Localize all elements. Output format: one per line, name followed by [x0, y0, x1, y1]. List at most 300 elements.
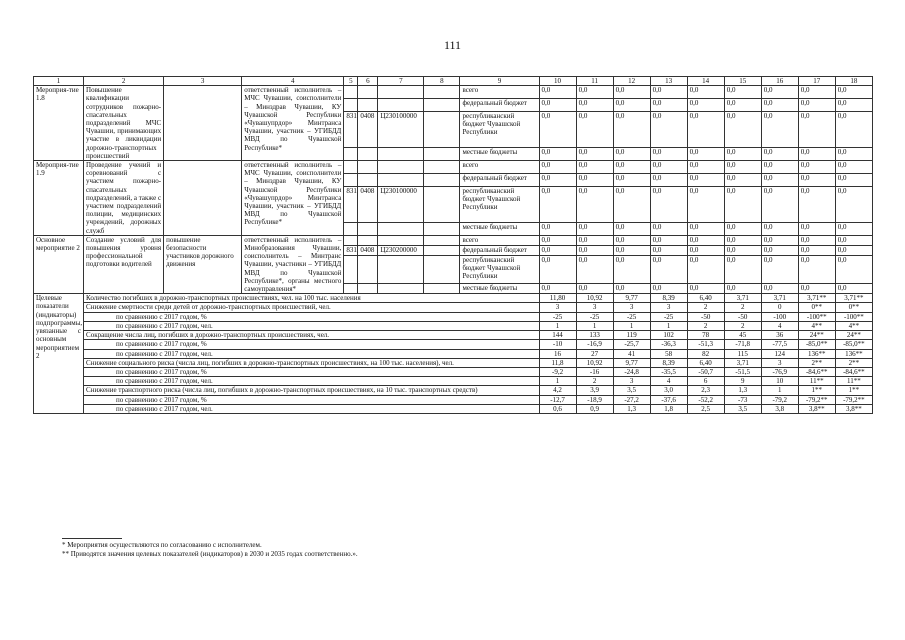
- indicator-value: 0: [761, 303, 798, 312]
- value-cell: 0,0: [539, 112, 576, 148]
- value-cell: 0,0: [539, 256, 576, 284]
- indicator-value: 2**: [835, 358, 872, 367]
- code-grbs: 831: [344, 245, 358, 255]
- indicator-value: 78: [687, 331, 724, 340]
- value-cell: 0,0: [539, 222, 576, 235]
- value-cell: 0,0: [798, 186, 835, 222]
- header-cell: 9: [460, 77, 539, 86]
- indicator-name: по сравнению с 2017 годом, %: [84, 367, 539, 376]
- indicator-value: 3,8**: [798, 404, 835, 413]
- code-grbs: [344, 86, 358, 99]
- page-number: 111: [443, 38, 462, 52]
- indicator-value: -79,2**: [798, 395, 835, 404]
- indicator-value: -100: [761, 312, 798, 321]
- indicator-value: -76,9: [761, 367, 798, 376]
- code-section: [358, 86, 378, 99]
- value-cell: 0,0: [835, 256, 872, 284]
- code-target: [378, 86, 424, 99]
- value-cell: 0,0: [687, 112, 724, 148]
- code-section: 0408: [358, 112, 378, 148]
- value-cell: 0,0: [724, 186, 761, 222]
- header-cell: 14: [687, 77, 724, 86]
- value-cell: 0,0: [576, 173, 613, 186]
- value-cell: 0,0: [798, 86, 835, 99]
- table-row: [34, 161, 873, 174]
- value-cell: 0,0: [687, 245, 724, 255]
- indicator-value: 2: [687, 321, 724, 330]
- value-cell: 0,0: [761, 222, 798, 235]
- value-cell: 0,0: [539, 235, 576, 245]
- value-cell: 0,0: [724, 99, 761, 112]
- value-cell: 0,0: [613, 186, 650, 222]
- code-type: [424, 148, 460, 161]
- value-cell: 0,0: [613, 161, 650, 174]
- value-cell: 0,0: [613, 173, 650, 186]
- value-cell: 0,0: [687, 86, 724, 99]
- indicators-label: Целевые показатели (индикаторы) подпрограммы, увязанные с основным мероприятием 2: [34, 294, 84, 414]
- value-cell: 0,0: [539, 173, 576, 186]
- indicator-value: -9,2: [539, 367, 576, 376]
- event-goal: [164, 86, 242, 161]
- indicator-value: 3: [613, 303, 650, 312]
- indicator-value: 2,3: [687, 386, 724, 395]
- indicator-value: 3,8: [761, 404, 798, 413]
- indicator-value: 24**: [798, 331, 835, 340]
- indicator-value: 2**: [798, 358, 835, 367]
- value-cell: 0,0: [798, 112, 835, 148]
- value-cell: 0,0: [835, 173, 872, 186]
- indicator-name: Количество погибших в дорожно-транспортных происшествиях, чел. на 100 тыс. населения: [84, 294, 539, 303]
- value-cell: 0,0: [724, 173, 761, 186]
- code-grbs: [344, 284, 358, 294]
- indicator-value: 3: [539, 303, 576, 312]
- code-section: [358, 148, 378, 161]
- indicator-name: Снижение смертности среди детей от дорожно-транспортных происшествий, чел.: [84, 303, 539, 312]
- value-cell: 0,0: [835, 161, 872, 174]
- indicator-value: 124: [761, 349, 798, 358]
- code-section: 0408: [358, 186, 378, 222]
- code-target: Ц230100000: [378, 186, 424, 222]
- indicator-value: 10,92: [576, 294, 613, 303]
- funding-source: республиканский бюджет Чувашской Республики: [460, 256, 539, 284]
- value-cell: 0,0: [576, 222, 613, 235]
- value-cell: 0,0: [687, 222, 724, 235]
- value-cell: 0,0: [724, 284, 761, 294]
- event-description: Создание условий для повышения уровня профессиональной подготовки водителей: [84, 235, 164, 293]
- value-cell: 0,0: [798, 245, 835, 255]
- indicator-value: 1,3: [613, 404, 650, 413]
- indicator-value: -50: [724, 312, 761, 321]
- indicator-value: -84,6**: [835, 367, 872, 376]
- code-target: [378, 222, 424, 235]
- indicator-value: -25: [576, 312, 613, 321]
- value-cell: 0,0: [650, 161, 687, 174]
- indicator-row: [34, 321, 873, 330]
- value-cell: 0,0: [613, 284, 650, 294]
- value-cell: 0,0: [724, 245, 761, 255]
- code-section: [358, 256, 378, 284]
- code-type: [424, 245, 460, 255]
- value-cell: 0,0: [576, 112, 613, 148]
- indicator-value: 11,8: [539, 358, 576, 367]
- value-cell: 0,0: [798, 256, 835, 284]
- indicator-value: 4: [761, 321, 798, 330]
- indicator-value: 1**: [835, 386, 872, 395]
- indicator-value: 2: [724, 321, 761, 330]
- indicator-row: [34, 331, 873, 340]
- indicator-value: 9,77: [613, 358, 650, 367]
- footnote-1: * Мероприятия осуществляются по согласованию с исполнителем.: [62, 541, 262, 549]
- indicator-row: [34, 340, 873, 349]
- indicator-value: 82: [687, 349, 724, 358]
- value-cell: 0,0: [835, 112, 872, 148]
- footnote-2: ** Приводятся значения целевых показателей (индикаторов) в 2030 и 2035 годах соответственно.».: [62, 550, 358, 558]
- value-cell: 0,0: [724, 256, 761, 284]
- indicator-name: по сравнению с 2017 годом, чел.: [84, 349, 539, 358]
- code-target: [378, 161, 424, 174]
- indicator-value: -79,2**: [835, 395, 872, 404]
- indicator-value: 3,71**: [835, 294, 872, 303]
- code-type: [424, 112, 460, 148]
- indicator-value: 45: [724, 331, 761, 340]
- indicator-row: [34, 358, 873, 367]
- code-target: [378, 173, 424, 186]
- code-section: 0408: [358, 245, 378, 255]
- value-cell: 0,0: [835, 245, 872, 255]
- indicator-value: 3,71: [724, 358, 761, 367]
- indicator-value: -50,7: [687, 367, 724, 376]
- funding-source: федеральный бюджет: [460, 99, 539, 112]
- indicator-value: 3,5: [613, 386, 650, 395]
- funding-source: республиканский бюджет Чувашской Республики: [460, 112, 539, 148]
- indicator-name: по сравнению с 2017 годом, чел.: [84, 377, 539, 386]
- indicator-name: Снижение транспортного риска (числа лиц, погибших в дорожно-транспортных происшествиях, на 10 тыс. транспортных средств): [84, 386, 539, 395]
- indicator-value: 41: [613, 349, 650, 358]
- header-cell: 17: [798, 77, 835, 86]
- footnote-separator: [62, 538, 122, 539]
- indicator-value: 3: [576, 303, 613, 312]
- indicator-value: 11**: [798, 377, 835, 386]
- value-cell: 0,0: [761, 112, 798, 148]
- value-cell: 0,0: [576, 148, 613, 161]
- header-cell: 18: [835, 77, 872, 86]
- indicator-value: -10: [539, 340, 576, 349]
- code-grbs: [344, 148, 358, 161]
- indicator-value: 0**: [798, 303, 835, 312]
- value-cell: 0,0: [539, 148, 576, 161]
- value-cell: 0,0: [650, 235, 687, 245]
- value-cell: 0,0: [650, 245, 687, 255]
- event-description: Повышение квалификации сотрудников пожарно-спасательных подразделений МЧС Чувашии, принимающих участие в ликвидации дорожно-транспортных происшествий: [84, 86, 164, 161]
- indicator-value: -84,6**: [798, 367, 835, 376]
- code-grbs: 831: [344, 112, 358, 148]
- value-cell: 0,0: [613, 235, 650, 245]
- value-cell: 0,0: [687, 235, 724, 245]
- event-goal: повышение безопасности участников дорожного движения: [164, 235, 242, 293]
- indicator-value: -100**: [798, 312, 835, 321]
- event-name: Мероприя-тие 1.8: [34, 86, 84, 161]
- header-cell: 15: [724, 77, 761, 86]
- value-cell: 0,0: [835, 86, 872, 99]
- value-cell: 0,0: [539, 99, 576, 112]
- value-cell: 0,0: [650, 256, 687, 284]
- event-name: Мероприя-тие 1.9: [34, 161, 84, 236]
- indicator-name: по сравнению с 2017 годом, чел.: [84, 321, 539, 330]
- value-cell: 0,0: [576, 235, 613, 245]
- value-cell: 0,0: [798, 222, 835, 235]
- indicator-value: -25,7: [613, 340, 650, 349]
- value-cell: 0,0: [687, 256, 724, 284]
- value-cell: 0,0: [539, 86, 576, 99]
- indicator-value: -85,0**: [798, 340, 835, 349]
- indicator-value: -25: [539, 312, 576, 321]
- indicator-value: 3,71: [724, 294, 761, 303]
- indicator-value: 3,9: [576, 386, 613, 395]
- event-executors: ответственный исполнитель – МЧС Чувашии, соисполнители – Минздрав Чувашии, КУ Чувашской Республики «Чувашупрдор» Минтранса Чувашии, участник – УГИБДД МВД по Чувашской Республике*: [242, 161, 344, 236]
- code-section: [358, 284, 378, 294]
- value-cell: 0,0: [650, 222, 687, 235]
- code-grbs: [344, 161, 358, 174]
- indicator-value: 9: [724, 377, 761, 386]
- indicator-value: 11,80: [539, 294, 576, 303]
- indicator-row: [34, 294, 873, 303]
- indicator-value: 4: [650, 377, 687, 386]
- value-cell: 0,0: [798, 161, 835, 174]
- value-cell: 0,0: [835, 222, 872, 235]
- indicator-value: 2: [576, 377, 613, 386]
- indicator-value: -51,3: [687, 340, 724, 349]
- event-executors: ответственный исполнитель – МЧС Чувашии, соисполнители – Минздрав Чувашии, КУ Чувашской Республики «Чувашупрдор» Минтранса Чувашии, участник – УГИБДД МВД по Чувашской Республике*: [242, 86, 344, 161]
- code-type: [424, 173, 460, 186]
- indicator-value: -37,6: [650, 395, 687, 404]
- value-cell: 0,0: [539, 284, 576, 294]
- value-cell: 0,0: [613, 112, 650, 148]
- value-cell: 0,0: [576, 186, 613, 222]
- value-cell: 0,0: [650, 148, 687, 161]
- code-grbs: [344, 222, 358, 235]
- indicator-value: 58: [650, 349, 687, 358]
- table-row: [34, 86, 873, 99]
- indicator-value: 3: [650, 303, 687, 312]
- indicator-value: 16: [539, 349, 576, 358]
- value-cell: 0,0: [539, 161, 576, 174]
- code-target: [378, 284, 424, 294]
- indicator-value: 144: [539, 331, 576, 340]
- value-cell: 0,0: [724, 235, 761, 245]
- indicator-name: по сравнению с 2017 годом, %: [84, 395, 539, 404]
- indicator-value: -25: [650, 312, 687, 321]
- indicator-value: -27,2: [613, 395, 650, 404]
- value-cell: 0,0: [650, 112, 687, 148]
- value-cell: 0,0: [761, 256, 798, 284]
- funding-source: местные бюджеты: [460, 284, 539, 294]
- value-cell: 0,0: [613, 222, 650, 235]
- code-section: [358, 222, 378, 235]
- value-cell: 0,0: [687, 186, 724, 222]
- code-type: [424, 99, 460, 112]
- indicator-value: 0**: [835, 303, 872, 312]
- value-cell: 0,0: [687, 173, 724, 186]
- funding-source: всего: [460, 86, 539, 99]
- indicator-value: 9,77: [613, 294, 650, 303]
- value-cell: 0,0: [576, 86, 613, 99]
- indicator-value: -24,8: [613, 367, 650, 376]
- value-cell: 0,0: [798, 173, 835, 186]
- value-cell: 0,0: [687, 99, 724, 112]
- indicator-value: -71,8: [724, 340, 761, 349]
- indicator-value: 119: [613, 331, 650, 340]
- value-cell: 0,0: [761, 284, 798, 294]
- indicator-value: 1: [539, 321, 576, 330]
- indicator-value: -36,3: [650, 340, 687, 349]
- header-cell: 3: [164, 77, 242, 86]
- indicator-value: 8,39: [650, 358, 687, 367]
- indicator-value: 102: [650, 331, 687, 340]
- code-section: [358, 235, 378, 245]
- indicator-row: [34, 367, 873, 376]
- value-cell: 0,0: [687, 148, 724, 161]
- indicator-value: 10,92: [576, 358, 613, 367]
- value-cell: 0,0: [687, 284, 724, 294]
- value-cell: 0,0: [650, 284, 687, 294]
- indicator-value: -73: [724, 395, 761, 404]
- indicator-value: 2: [724, 303, 761, 312]
- indicator-value: 0,9: [576, 404, 613, 413]
- indicator-value: 1,8: [650, 404, 687, 413]
- value-cell: 0,0: [798, 148, 835, 161]
- header-cell: 12: [613, 77, 650, 86]
- value-cell: 0,0: [724, 222, 761, 235]
- value-cell: 0,0: [613, 86, 650, 99]
- value-cell: 0,0: [798, 284, 835, 294]
- value-cell: 0,0: [798, 99, 835, 112]
- indicator-value: 1: [613, 321, 650, 330]
- value-cell: 0,0: [576, 284, 613, 294]
- indicator-row: [34, 349, 873, 358]
- code-section: [358, 161, 378, 174]
- value-cell: 0,0: [761, 235, 798, 245]
- value-cell: 0,0: [576, 245, 613, 255]
- code-section: [358, 173, 378, 186]
- indicator-value: 0,6: [539, 404, 576, 413]
- indicator-value: -16,9: [576, 340, 613, 349]
- value-cell: 0,0: [835, 235, 872, 245]
- header-cell: 8: [424, 77, 460, 86]
- indicator-row: [34, 303, 873, 312]
- value-cell: 0,0: [761, 86, 798, 99]
- value-cell: 0,0: [761, 148, 798, 161]
- header-cell: 2: [84, 77, 164, 86]
- event-executors: ответственный исполнитель – Минобразования Чувашии, соисполнитель – Минтранс Чувашии, участники – УГИБДД МВД по Чувашской Республике*, органы местного самоуправления*: [242, 235, 344, 293]
- indicator-value: 3,0: [650, 386, 687, 395]
- indicator-value: 3,8**: [835, 404, 872, 413]
- funding-source: республиканский бюджет Чувашской Республики: [460, 186, 539, 222]
- indicator-value: 1,3: [724, 386, 761, 395]
- indicator-name: Снижение социального риска (числа лиц, погибших в дорожно-транспортных происшествиях, на 100 тыс. населения), чел.: [84, 358, 539, 367]
- indicator-name: Сокращение числа лиц, погибших в дорожно-транспортных происшествиях, чел.: [84, 331, 539, 340]
- value-cell: 0,0: [761, 173, 798, 186]
- value-cell: 0,0: [835, 99, 872, 112]
- indicator-row: [34, 395, 873, 404]
- indicator-value: 27: [576, 349, 613, 358]
- indicator-value: 136**: [798, 349, 835, 358]
- code-grbs: [344, 235, 358, 245]
- indicator-value: 1: [576, 321, 613, 330]
- indicator-row: [34, 386, 873, 395]
- code-target: [378, 99, 424, 112]
- value-cell: 0,0: [724, 112, 761, 148]
- value-cell: 0,0: [650, 86, 687, 99]
- code-target: Ц230200000: [378, 245, 424, 255]
- indicator-value: 3: [761, 358, 798, 367]
- header-cell: 11: [576, 77, 613, 86]
- funding-source: всего: [460, 235, 539, 245]
- value-cell: 0,0: [835, 148, 872, 161]
- indicator-value: 3,5: [724, 404, 761, 413]
- indicator-value: 1: [539, 377, 576, 386]
- event-name: Основное мероприятие 2: [34, 235, 84, 293]
- value-cell: 0,0: [687, 161, 724, 174]
- code-type: [424, 86, 460, 99]
- indicator-value: -52,2: [687, 395, 724, 404]
- value-cell: 0,0: [576, 161, 613, 174]
- indicator-value: -100**: [835, 312, 872, 321]
- code-type: [424, 222, 460, 235]
- indicator-name: по сравнению с 2017 годом, чел.: [84, 404, 539, 413]
- header-cell: 7: [378, 77, 424, 86]
- code-type: [424, 256, 460, 284]
- value-cell: 0,0: [613, 99, 650, 112]
- indicator-value: -35,5: [650, 367, 687, 376]
- indicator-value: 6,40: [687, 294, 724, 303]
- value-cell: 0,0: [761, 245, 798, 255]
- indicator-value: -51,5: [724, 367, 761, 376]
- indicator-row: [34, 377, 873, 386]
- indicator-value: 4**: [798, 321, 835, 330]
- event-description: Проведение учений и соревнований с участием пожарно-спасательных подразделений, а также с участием подразделений полиции, медицинских учреждений, дорожных служб: [84, 161, 164, 236]
- code-type: [424, 161, 460, 174]
- indicator-value: 6: [687, 377, 724, 386]
- code-type: [424, 284, 460, 294]
- table-row: [34, 235, 873, 245]
- code-target: Ц230100000: [378, 112, 424, 148]
- indicator-value: -77,5: [761, 340, 798, 349]
- code-grbs: [344, 173, 358, 186]
- code-grbs: 831: [344, 186, 358, 222]
- indicator-value: 1: [650, 321, 687, 330]
- value-cell: 0,0: [650, 99, 687, 112]
- header-cell: 5: [344, 77, 358, 86]
- code-grbs: [344, 99, 358, 112]
- value-cell: 0,0: [650, 186, 687, 222]
- indicator-value: -25: [613, 312, 650, 321]
- indicator-value: -18,9: [576, 395, 613, 404]
- program-table: [33, 76, 873, 414]
- header-cell: 10: [539, 77, 576, 86]
- indicator-value: -16: [576, 367, 613, 376]
- indicator-value: 4**: [835, 321, 872, 330]
- indicator-value: 3,71: [761, 294, 798, 303]
- indicator-value: 2: [687, 303, 724, 312]
- value-cell: 0,0: [650, 173, 687, 186]
- code-section: [358, 99, 378, 112]
- value-cell: 0,0: [761, 161, 798, 174]
- value-cell: 0,0: [576, 256, 613, 284]
- funding-source: местные бюджеты: [460, 148, 539, 161]
- header-cell: 4: [242, 77, 344, 86]
- indicator-value: 2,5: [687, 404, 724, 413]
- indicator-value: 3: [613, 377, 650, 386]
